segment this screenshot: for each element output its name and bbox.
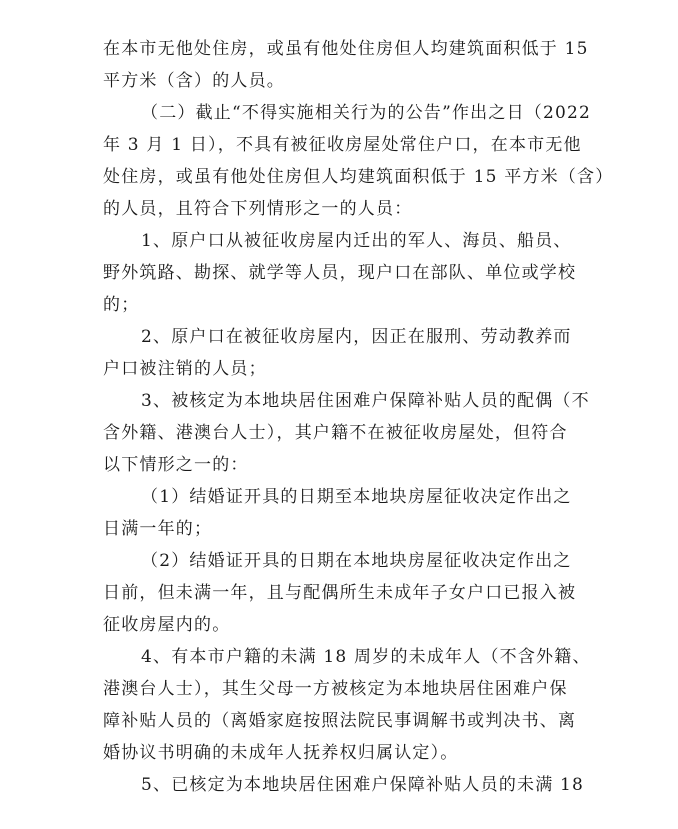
text-line-17: （2）结婚证开具的日期在本地块房屋征收决定作出之 — [141, 551, 572, 571]
text-line-11: 户口被注销的人员； — [103, 359, 267, 379]
text-line-6: 的人员，且符合下列情形之一的人员： — [103, 199, 413, 219]
text-line-4: 年 3 月 1 日），不具有被征收房屋处常住户口，在本市无他 — [103, 135, 582, 155]
text-line-22: 障补贴人员的（离婚家庭按照法院民事调解书或判决书、离 — [103, 711, 577, 731]
text-line-20: 4、有本市户籍的未满 18 周岁的未成年人（不含外籍、 — [141, 647, 591, 667]
text-line-19: 征收房屋内的。 — [103, 615, 231, 635]
text-line-8: 野外筑路、勘探、就学等人员，现户口在部队、单位或学校 — [103, 263, 577, 283]
text-line-10: 2、原户口在被征收房屋内，因正在服刑、劳动教养而 — [141, 327, 572, 347]
text-line-1: 在本市无他处住房，或虽有他处住房但人均建筑面积低于 15 — [103, 39, 589, 59]
text-line-15: （1）结婚证开具的日期至本地块房屋征收决定作出之 — [141, 487, 572, 507]
text-line-18: 日前，但未满一年，且与配偶所生未成年子女户口已报入被 — [103, 583, 577, 603]
text-line-23: 婚协议书明确的未成年人抚养权归属认定）。 — [103, 743, 459, 763]
text-line-13: 含外籍、港澳台人士），其户籍不在被征收房屋处，但符合 — [103, 423, 568, 443]
text-line-7: 1、原户口从被征收房屋内迁出的军人、海员、船员、 — [141, 231, 572, 251]
text-line-3: （二）截止“不得实施相关行为的公告”作出之日（2022 — [141, 103, 592, 123]
text-line-21: 港澳台人士），其生父母一方被核定为本地块居住困难户保 — [103, 679, 568, 699]
text-line-9: 的； — [103, 295, 140, 315]
text-line-5: 处住房，或虽有他处住房但人均建筑面积低于 15 平方米（含） — [103, 167, 614, 187]
text-line-2: 平方米（含）的人员。 — [103, 71, 285, 91]
text-line-24: 5、已核定为本地块居住困难户保障补贴人员的未满 18 — [141, 775, 585, 795]
text-line-14: 以下情形之一的： — [103, 455, 249, 475]
text-line-16: 日满一年的； — [103, 519, 213, 539]
text-line-12: 3、被核定为本地块居住困难户保障补贴人员的配偶（不 — [141, 391, 590, 411]
